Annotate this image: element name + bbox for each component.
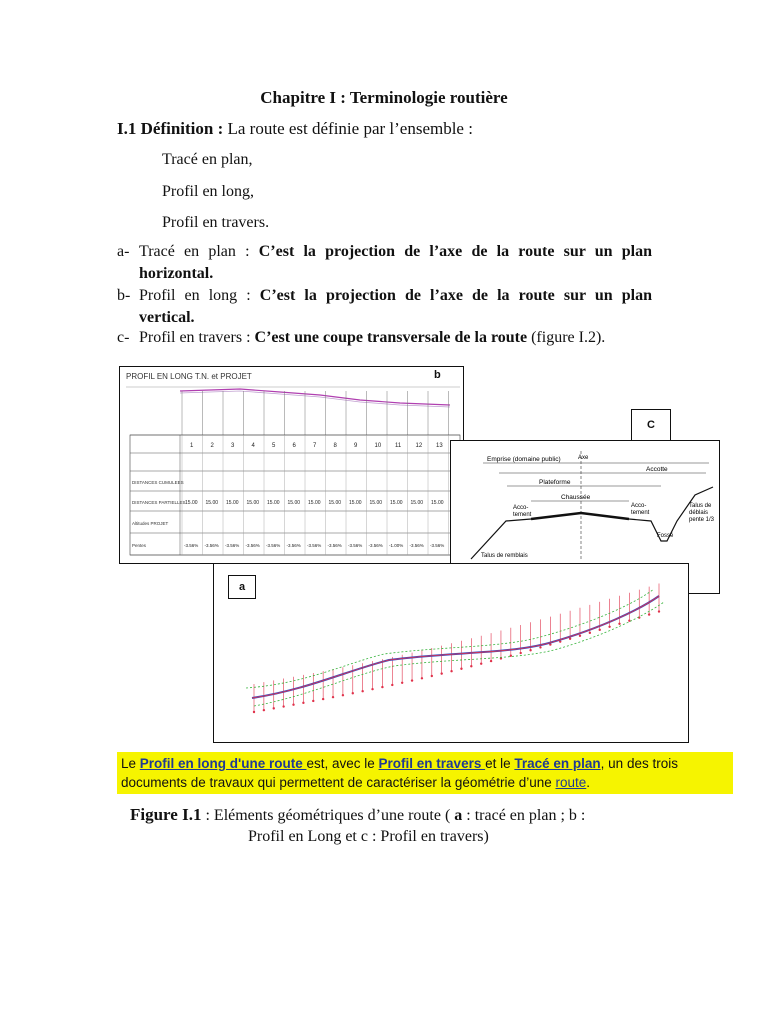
tick-end (628, 620, 630, 622)
list-desc: C’est une coupe transversale de la route (254, 329, 528, 346)
tick-end (322, 698, 324, 700)
partial-distance: 15.00 (308, 500, 321, 506)
figure-ref: (figure I.2). (531, 329, 606, 346)
row-label: Pentes (132, 543, 147, 548)
partial-distance: 15.00 (226, 500, 239, 506)
partial-distance: 15.00 (369, 500, 383, 506)
slope-value: -3.56% (184, 543, 199, 548)
svg-text:Acco-: Acco- (631, 503, 647, 509)
station-label: 4 (251, 443, 255, 449)
station-label: 9 (354, 443, 358, 449)
svg-text:Talus de: Talus de (689, 503, 712, 509)
profil-title: PROFIL EN LONG T.N. et PROJET (126, 372, 252, 381)
tick-end (539, 646, 541, 648)
tick-end (431, 675, 433, 677)
list-desc-cont: vertical. (139, 309, 195, 326)
pavement (531, 513, 629, 519)
list-term: Profil en long : (139, 287, 251, 304)
tick-end (440, 672, 442, 674)
list-desc-cont: horizontal. (139, 265, 214, 282)
plan-edge-top (246, 589, 654, 688)
station-label: 2 (210, 443, 214, 449)
slope-value: -3.56% (286, 543, 301, 548)
tick-end (421, 677, 423, 679)
partial-distance: 15.00 (390, 500, 403, 506)
svg-text:tement: tement (631, 510, 650, 516)
partial-distance: 15.00 (287, 500, 301, 506)
link-trace-en-plan[interactable]: Tracé en plan (514, 756, 601, 771)
tick-end (273, 707, 275, 709)
tick-end (391, 684, 393, 686)
partial-distance: 15.00 (349, 500, 362, 506)
list-item-b (117, 285, 652, 329)
tick-end (263, 709, 265, 711)
list-term: Profil en travers : (139, 329, 251, 346)
item-profil-en-travers: Profil en travers. (162, 214, 270, 231)
figure-b-tag: b (434, 369, 441, 381)
tick-end (658, 610, 660, 612)
svg-text:déblais: déblais (689, 510, 709, 516)
figure-a-trace-en-plan (213, 563, 689, 743)
tick-end (411, 679, 413, 681)
station-label: 12 (415, 443, 423, 449)
svg-text:Chaussée: Chaussée (561, 494, 591, 501)
tick-end (401, 682, 403, 684)
link-route[interactable]: route (555, 775, 587, 790)
slope-value: -3.56% (430, 543, 445, 548)
tick-end (292, 704, 294, 706)
figure-a-tag: a (228, 575, 256, 599)
station-label: 1 (190, 443, 194, 449)
svg-text:Talus de remblais: Talus de remblais (481, 553, 528, 559)
definition-text: La route est définie par l’ensemble : (227, 119, 473, 138)
list-desc: C’est la projection de l’axe de la route sur un plan (258, 243, 653, 260)
tick-end (450, 670, 452, 672)
tick-end (490, 660, 492, 662)
plan-axis (252, 596, 659, 698)
item-trace-en-plan: Tracé en plan, (162, 151, 253, 168)
slope-value: -3.56% (307, 543, 322, 548)
tick-end (312, 700, 314, 702)
svg-text:tement: tement (513, 512, 532, 518)
tick-end (470, 665, 472, 667)
caption-lead: Figure I.1 (130, 805, 202, 824)
station-label: 10 (374, 443, 382, 449)
svg-text:Fossé: Fossé (657, 533, 674, 539)
tn-line (180, 391, 450, 407)
svg-text:pente 1/3: pente 1/3 (689, 517, 715, 523)
station-label: 11 (395, 443, 402, 449)
chapter-title: Chapitre I : Terminologie routière (260, 88, 508, 107)
tick-end (520, 652, 522, 654)
partial-distance: 15.00 (246, 500, 260, 506)
list-marker: b- (117, 287, 131, 304)
partial-distance: 15.00 (410, 500, 424, 506)
row-label: DISTANCES PARTIELLES (132, 500, 186, 505)
row-label: DISTANCES CUMULEES (132, 480, 184, 485)
tick-end (529, 649, 531, 651)
slope-value: -3.56% (266, 543, 281, 548)
tick-end (371, 688, 373, 690)
slope-value: -3.56% (368, 543, 383, 548)
tick-end (352, 692, 354, 694)
list-item-c (117, 327, 652, 349)
station-label: 5 (272, 443, 276, 449)
figure-caption: Figure I.1 : Eléments géométriques d’une route ( a : tracé en plan ; b : (130, 805, 586, 824)
highlight-note: Le Profil en long d'une route est, avec le Profil en travers et le Tracé en plan, un des trois documents de travaux qui permettent de caractériser la géométrie d’une route. (117, 752, 733, 794)
definition-lead: I.1 Définition : (117, 119, 224, 138)
link-profil-en-long[interactable]: Profil en long d'une route (139, 756, 307, 771)
station-label: 13 (436, 443, 443, 449)
slope-value: -3.56% (204, 543, 219, 548)
tick-end (253, 711, 255, 713)
tick-end (332, 696, 334, 698)
tick-end (618, 623, 620, 625)
tick-end (648, 613, 650, 615)
partial-distance: 15.00 (328, 500, 342, 506)
tick-end (381, 686, 383, 688)
slope-value: -3.56% (225, 543, 240, 548)
partial-distance: 15.00 (431, 500, 444, 506)
ground-line (471, 487, 713, 559)
svg-text:Plateforme: Plateforme (539, 479, 571, 486)
list-desc: C’est la projection de l’axe de la route sur un plan (259, 287, 653, 304)
slope-value: -3.56% (348, 543, 363, 548)
figure-c-tag: C (631, 409, 671, 441)
link-profil-en-travers[interactable]: Profil en travers (378, 756, 486, 771)
row-label: Altitudes PROJET (132, 521, 169, 526)
list-item-a (117, 241, 652, 285)
slope-value: -3.56% (327, 543, 342, 548)
figure-b-profil-en-long (119, 366, 464, 564)
list-term: Tracé en plan : (139, 243, 250, 260)
tick-end (480, 663, 482, 665)
figure-caption-line2: Profil en Long et c : Profil en travers) (248, 828, 489, 845)
profil-en-long-drawing (120, 367, 463, 563)
slope-value: -3.56% (409, 543, 424, 548)
partial-distance: 15.00 (205, 500, 219, 506)
tick-end (302, 702, 304, 704)
svg-text:Emprise (domaine public): Emprise (domaine public) (487, 456, 561, 463)
tick-end (599, 629, 601, 631)
station-label: 3 (231, 443, 235, 449)
tick-end (460, 668, 462, 670)
slope-value: -3.56% (245, 543, 260, 548)
station-label: 8 (333, 443, 337, 449)
tick-end (342, 694, 344, 696)
tick-end (282, 705, 284, 707)
svg-text:Accotte: Accotte (646, 466, 668, 473)
station-label: 6 (292, 443, 296, 449)
station-label: 7 (313, 443, 317, 449)
svg-text:Axe: Axe (578, 455, 589, 461)
tick-end (361, 690, 363, 692)
slope-value: -1.00% (389, 543, 404, 548)
partial-distance: 15.00 (185, 500, 198, 506)
list-marker: a- (117, 243, 130, 260)
svg-text:Acco-: Acco- (513, 505, 529, 511)
partial-distance: 15.00 (267, 500, 280, 506)
tick-end (608, 626, 610, 628)
trace-en-plan-drawing (214, 564, 688, 742)
tick-end (579, 635, 581, 637)
definition (117, 119, 473, 139)
tick-end (589, 632, 591, 634)
list-marker: c- (117, 329, 130, 346)
item-profil-en-long: Profil en long, (162, 183, 254, 200)
